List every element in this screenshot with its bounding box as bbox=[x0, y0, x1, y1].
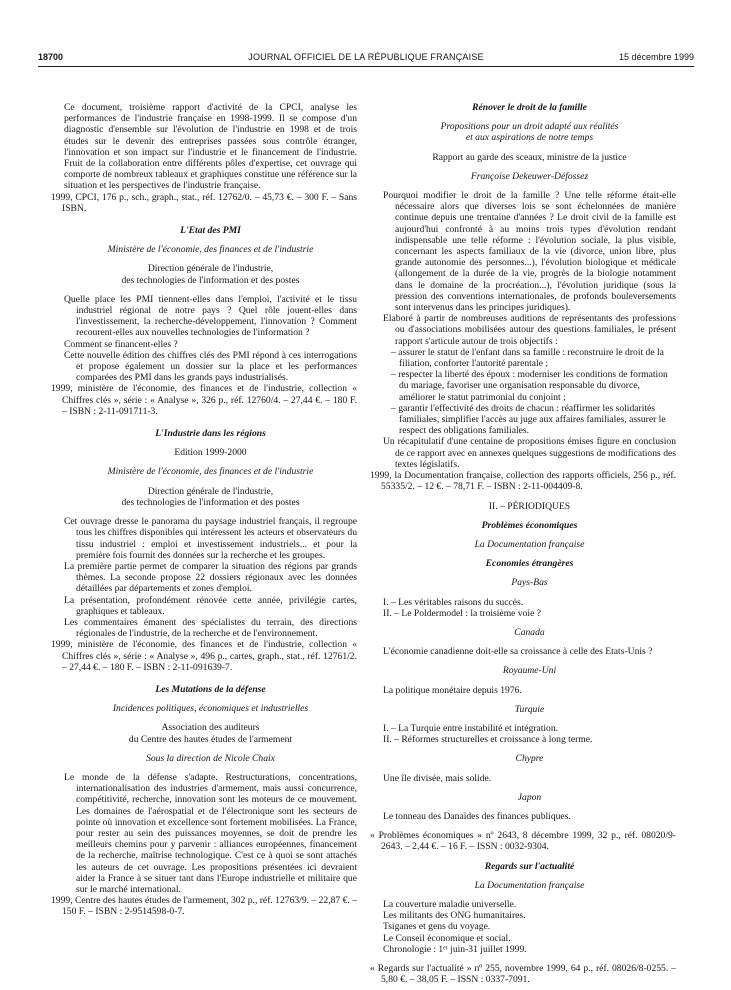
pmi-title: L'Etat des PMI bbox=[180, 225, 241, 237]
economies-etrangeres-title: Economies étrangères bbox=[485, 558, 574, 570]
pmi-paragraph-2: Comment se financent-elles ? bbox=[64, 338, 178, 350]
regions-direction: Direction générale de l'industrie, bbox=[147, 485, 274, 497]
famille-reference: 1999, la Documentation française, collection des rapports officiels, 256 p., réf. 55335/2. – 12 €. – 78,71 F. – ISBN : 2-11-004409-8. bbox=[370, 470, 676, 493]
list-item: I. – La Turquie entre instabilité et intégration. bbox=[383, 722, 559, 734]
defense-association: Association des auditeurs bbox=[161, 722, 260, 734]
intro-reference: 1999, CPCI, 176 p., sch., graph., stat., réf. 12762/0. – 45,73 €. – 300 F. – Sans ISBN. bbox=[51, 191, 357, 214]
famille-objectives-list bbox=[383, 347, 676, 437]
list-item: Le Conseil économique et social. bbox=[383, 932, 511, 944]
pmi-paragraph-3: Cette nouvelle édition des chiffres clés des PMI répond à ces interrogations et propose également un dossier sur la place et les performances comparées des PMI dans les grands pays industrialisés. bbox=[64, 349, 357, 384]
famille-paragraph-3: Un récapitulatif d'une centaine de propositions émises figure en conclusion de ce rapport avec en annexes quelques suggestions de modifications des textes législatifs. bbox=[383, 436, 676, 470]
famille-title: Rénover le droit de la famille bbox=[472, 102, 587, 113]
pmi-ministry: Ministère de l'économie, des finances et de l'industrie bbox=[107, 244, 314, 256]
pmi-paragraph-1: Quelle place les PMI tiennent-elles dans l'emploi, l'activité et le tissu industriel régional de notre pays ? Quel rôle jouent-elles dans l'investissement, la recherche-développement, l'innovation ? Comment recourent-elles aux nouvelles technologies de l'information ? bbox=[64, 293, 357, 339]
defense-association-2: du Centre des hautes études de l'armement bbox=[128, 733, 293, 745]
list-item: II. – Le Poldermodel : la troisième voie ? bbox=[383, 607, 541, 619]
famille-subtitle: Propositions pour un droit adapté aux réalités bbox=[440, 121, 619, 133]
list-item: Tsiganes et gens du voyage. bbox=[383, 921, 491, 933]
famille-paragraph-1: Pourquoi modifier le droit de la famille ? Une telle réforme était-elle nécessaire alors que diverses lois se sont échelonnées de manière continue depuis une trentaine d'années ? Le droit civil de la famille est aujourd'hui confronté à au moins trois types d'évolution rendant indispensable une telle réforme : l'évolution sociale, la plus visible, concernant les aspects familiaux de la vie (divorce, union libre, plus grande autonomie des personnes...), l'évolution biologique et médicale (allongement de la durée de la vie, progrès de la biologie notamment dans le domaine de la procréation...), l'évolution juridique (sous la pression des conventions internationales, de profonds bouleversements sont intervenus dans les principes juridiques). bbox=[383, 190, 676, 314]
country-chypre: Chypre bbox=[515, 753, 544, 765]
problemes-economiques-title: Problèmes économiques bbox=[481, 519, 578, 531]
list-item: La couverture maladie universelle. bbox=[383, 898, 517, 910]
country-turquie: Turquie bbox=[514, 703, 545, 715]
list-item: Chronologie : 1ᵉʳ juin-31 juillet 1999. bbox=[383, 943, 527, 955]
periodiques-heading: II. – PÉRIODIQUES bbox=[488, 500, 571, 512]
defense-subtitle: Incidences politiques, économiques et industrielles bbox=[112, 703, 309, 715]
japon-item: Le tonneau des Danaïdes des finances publiques. bbox=[383, 810, 571, 822]
regions-paragraph-1: Cet ouvrage dresse le panorama du paysage industriel français, il regroupe tous les chiffres disponibles qui intéressent les acteurs et observateurs du tissu industriel : emploi et investissement industriels... et pour la première fois fournit des données sur la recherche et les groupes. bbox=[64, 516, 357, 561]
regions-reference: 1999, ministère de l'économie, des finances et de l'industrie, collection « Chiffres clés », série : « Analyse », 496 p., cartes, graph., stat., réf. 12761/2. – 27,44 €. – 180 F. – ISBN : 2-11-091639-7. bbox=[51, 639, 357, 673]
intro-paragraph: Ce document, troisième rapport d'activité de la CPCI, analyse les performances de l'industrie française en 1998-1999. Il se compose d'un diagnostic d'ensemble sur l'évolution de l'industrie en 1998 et de trois études sur le devenir des entreprises passées sous contrôle étranger, l'innovation et son impact sur l'industrie et le financement de l'industrie. Fruit de la collaboration entre différents pôles d'expertise, cet ouvrage qui comporte de nombreux tableaux et graphiques constitue une référence sur la situation et les perspectives de l'industrie française. bbox=[64, 102, 357, 192]
right-column bbox=[370, 102, 676, 986]
famille-paragraph-2: Elaboré à partir de nombreuses auditions de représentants des professions ou d'associations mobilisées autour des questions familiales, le présent rapport s'articule autour de trois objectifs : bbox=[383, 313, 676, 347]
canada-item: L'économie canadienne doit-elle sa croissance à celle des Etats-Unis ? bbox=[383, 646, 653, 658]
regions-paragraph-3: La présentation, profondément rénovée cette année, privilégie cartes, graphiques et tableaux. bbox=[64, 594, 357, 617]
list-item: II. – Réformes structurelles et croissance à long terme. bbox=[383, 734, 593, 746]
regards-actualite-title: Regards sur l'actualité bbox=[484, 860, 575, 872]
regions-paragraph-2: La première partie permet de comparer la situation des régions par grands thèmes. La seconde propose 22 dossiers régionaux avec les données détaillées par départements et zones d'emploi. bbox=[64, 560, 357, 595]
defense-reference: 1999, Centre des hautes études de l'armement, 302 p., réf. 12763/9. – 22,87 €. – 150 F. – ISBN : 2-9514598-0-7. bbox=[51, 895, 357, 918]
defense-paragraph: Le monde de la défense s'adapte. Restructurations, concentrations, internationalisation des industries d'armement, mais aussi concurrence, compétitivité, recherche, innovation sont les moteurs de ce mouvement. Les domaines de l'aérospatial et de l'électronique sont les secteurs de pointe où innovation et excellence sont fortement mobilisées. La France, pour rester au sein des puissances moyennes, se doit de prendre les meilleurs chemins pour y parvenir : alliances européennes, financement de la recherche, maîtrise technologique. C'est ce à quoi se sont attachés les auteurs de cet ouvrage. Les propositions présentées ici devraient aider la France à se situer tant dans l'Europe industrielle et militaire que sur le marché international. bbox=[64, 771, 357, 895]
regards-actualite-reference: « Regards sur l'actualité » nº 255, novembre 1999, 64 p., réf. 08026/8-0255. – 5,80 €. – 38,05 F. – ISSN : 0337-7091. bbox=[370, 962, 676, 986]
pmi-direction-2: des technologies de l'information et des postes bbox=[121, 274, 300, 286]
defense-director: Sous la direction de Nicole Chaix bbox=[146, 752, 275, 764]
defense-title: Les Mutations de la défense bbox=[155, 683, 266, 695]
page-number: 18700 bbox=[38, 52, 64, 62]
problemes-economiques-reference: « Problèmes économiques » nº 2643, 8 décembre 1999, 32 p., réf. 08020/9-2643. – 2,44 €. – 16 F. – ISSN : 0032-9304. bbox=[370, 830, 676, 853]
country-pays-bas: Pays-Bas bbox=[511, 577, 548, 589]
list-item: Les militants des ONG humanitaires. bbox=[383, 910, 526, 922]
country-royaume-uni: Royaume-Uni bbox=[502, 665, 557, 677]
regions-ministry: Ministère de l'économie, des finances et de l'industrie bbox=[107, 466, 314, 478]
problemes-economiques-publisher: La Documentation française bbox=[474, 538, 585, 550]
page-header bbox=[38, 52, 694, 66]
country-canada: Canada bbox=[514, 626, 545, 638]
list-item: – respecter la liberté des époux : moderniser les conditions de formation du mariage, favoriser une organisation responsable du divorce, améliorer le statut patrimonial du conjoint ; bbox=[391, 369, 668, 403]
list-item: – garantir l'effectivité des droits de chacun : réaffirmer les solidarités familiales, simplifier l'accès au juge aux affaires familiales, assurer le respect des obligations familiales. bbox=[391, 402, 666, 437]
regions-edition: Edition 1999-2000 bbox=[174, 447, 247, 459]
list-item: – assurer le statut de l'enfant dans sa famille : reconstruire le droit de la filiation, conforter l'autorité parentale ; bbox=[391, 346, 664, 370]
regions-direction-2: des technologies de l'information et des postes bbox=[121, 496, 300, 508]
chypre-item: Une île divisée, mais solide. bbox=[383, 772, 492, 784]
famille-author: Françoise Dekeuwer-Défossez bbox=[470, 170, 589, 182]
issue-date: 15 décembre 1999 bbox=[618, 52, 694, 62]
famille-report: Rapport au garde des sceaux, ministre de la justice bbox=[432, 151, 627, 163]
left-column bbox=[51, 102, 357, 918]
famille-subtitle-2: et aux aspirations de notre temps bbox=[465, 132, 594, 144]
regions-title: L'Industrie dans les régions bbox=[155, 428, 266, 440]
header-rule bbox=[38, 66, 694, 67]
country-japon: Japon bbox=[517, 791, 542, 803]
pmi-direction: Direction générale de l'industrie, bbox=[147, 263, 274, 275]
regions-paragraph-4: Les commentaires émanent des spécialistes du terrain, des directions régionales de l'industrie, de la recherche et de l'environnement. bbox=[64, 616, 357, 640]
regards-actualite-publisher: La Documentation française bbox=[474, 879, 585, 891]
royaume-uni-item: La politique monétaire depuis 1976. bbox=[383, 684, 522, 696]
list-item: I. – Les véritables raisons du succès. bbox=[383, 596, 524, 608]
journal-title: JOURNAL OFFICIEL DE LA RÉPUBLIQUE FRANÇAISE bbox=[248, 52, 484, 62]
pmi-reference: 1999, ministère de l'économie, des finances et de l'industrie, collection « Chiffres clés », série : « Analyse », 326 p., réf. 12760/4. – 27,44 €. – 180 F. – ISBN : 2-11-091711-3. bbox=[51, 383, 357, 417]
